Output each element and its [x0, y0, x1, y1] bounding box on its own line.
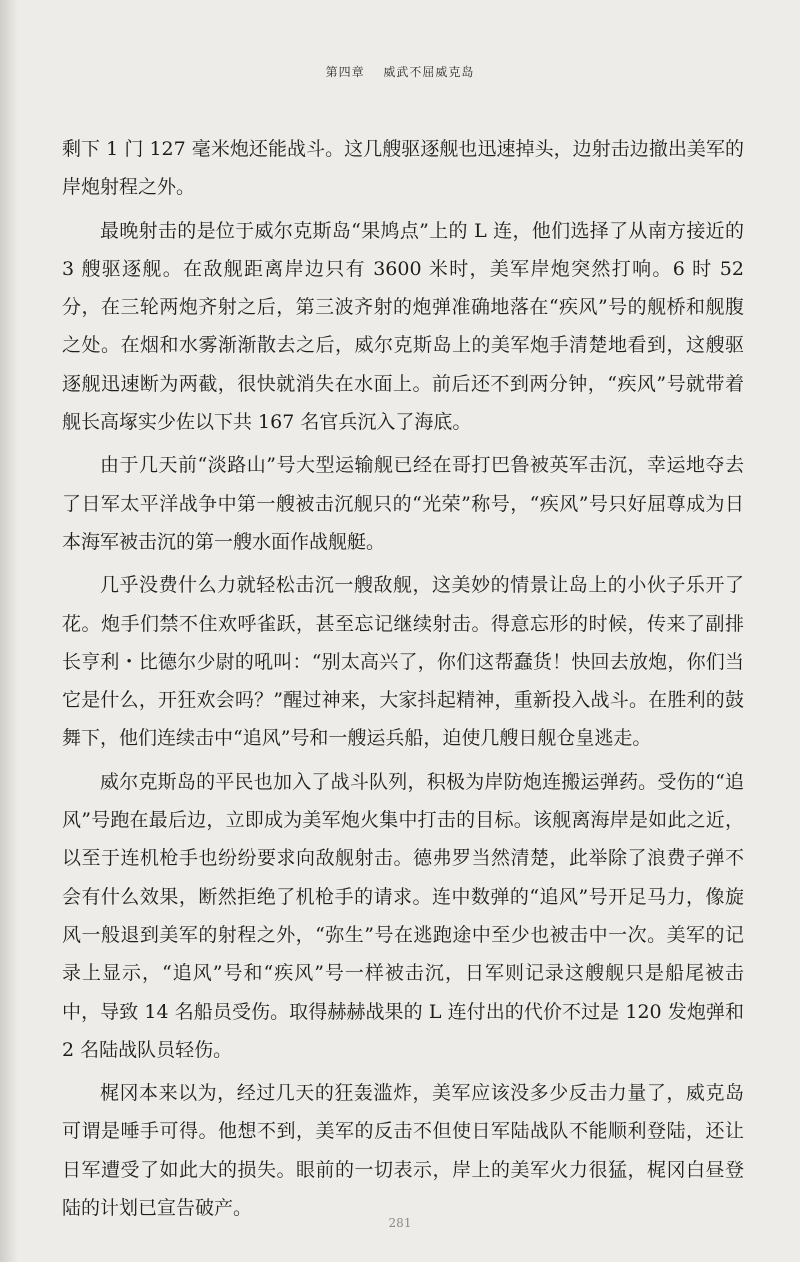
paragraph: 由于几天前“淡路山”号大型运输舰已经在哥打巴鲁被英军击沉，幸运地夺去了日军太平洋战争中第一艘被击沉舰只的“光荣”称号，“疾风”号只好屈尊成为日本海军被击沉的第一艘水面作战舰艇。: [62, 454, 744, 553]
binding-shadow: [0, 0, 18, 1262]
body-text: [62, 130, 744, 1227]
chapter-label: 第四章: [325, 65, 365, 79]
paragraph: 最晚射击的是位于威尔克斯岛“果鸠点”上的 L 连，他们选择了从南方接近的 3 艘驱逐舰。在敌舰距离岸边只有 3600 米时，美军岸炮突然打响。6 时 52 分，在三轮两炮齐射之后，第三波齐射的炮弹准确地落在“疾风”号的舰桥和舰腹之处。在烟和水雾渐渐散去之后，威尔克斯岛上的美军炮手清楚地看到，这艘驱逐舰迅速断为两截，很快就消失在水面上。前后还不到两分钟，“疾风”号就带着舰长高塚实少佐以下共 167 名官兵沉入了海底。: [62, 219, 744, 434]
paragraph-continued: 剩下 1 门 127 毫米炮还能战斗。这几艘驱逐舰也迅速掉头，边射击边撤出美军的岸炮射程之外。: [62, 138, 744, 199]
paragraph: 威尔克斯岛的平民也加入了战斗队列，积极为岸防炮连搬运弹药。受伤的“追风”号跑在最后边，立即成为美军炮火集中打击的目标。该舰离海岸是如此之近，以至于连机枪手也纷纷要求向敌舰射击。德弗罗当然清楚，此举除了浪费子弹不会有什么效果，断然拒绝了机枪手的请求。连中数弹的“追风”号开足马力，像旋风一般退到美军的射程之外，“弥生”号在逃跑途中至少也被击中一次。美军的记录上显示，“追风”号和“疾风”号一样被击沉，日军则记录这艘舰只是船尾被击中，导致 14 名船员受伤。取得赫赫战果的 L 连付出的代价不过是 120 发炮弹和 2 名陆战队员轻伤。: [62, 770, 744, 1061]
paragraph: 几乎没费什么力就轻松击沉一艘敌舰，这美妙的情景让岛上的小伙子乐开了花。炮手们禁不住欢呼雀跃，甚至忘记继续射击。得意忘形的时候，传来了副排长亨利・比德尔少尉的吼叫：“别太高兴了，你们这帮蠢货！快回去放炮，你们当它是什么，开狂欢会吗？”醒过神来，大家抖起精神，重新投入战斗。在胜利的鼓舞下，他们连续击中“追风”号和一艘运兵船，迫使几艘日舰仓皇逃走。: [62, 574, 744, 750]
running-header: [0, 63, 800, 80]
chapter-title: 威武不屈威克岛: [383, 65, 475, 79]
page-number: 281: [388, 1216, 412, 1230]
paragraph: 梶冈本来以为，经过几天的狂轰滥炸，美军应该没多少反击力量了，威克岛可谓是唾手可得。他想不到，美军的反击不但使日军陆战队不能顺利登陆，还让日军遭受了如此大的损失。眼前的一切表示，岸上的美军火力很猛，梶冈白昼登陆的计划已宣告破产。: [62, 1082, 744, 1220]
